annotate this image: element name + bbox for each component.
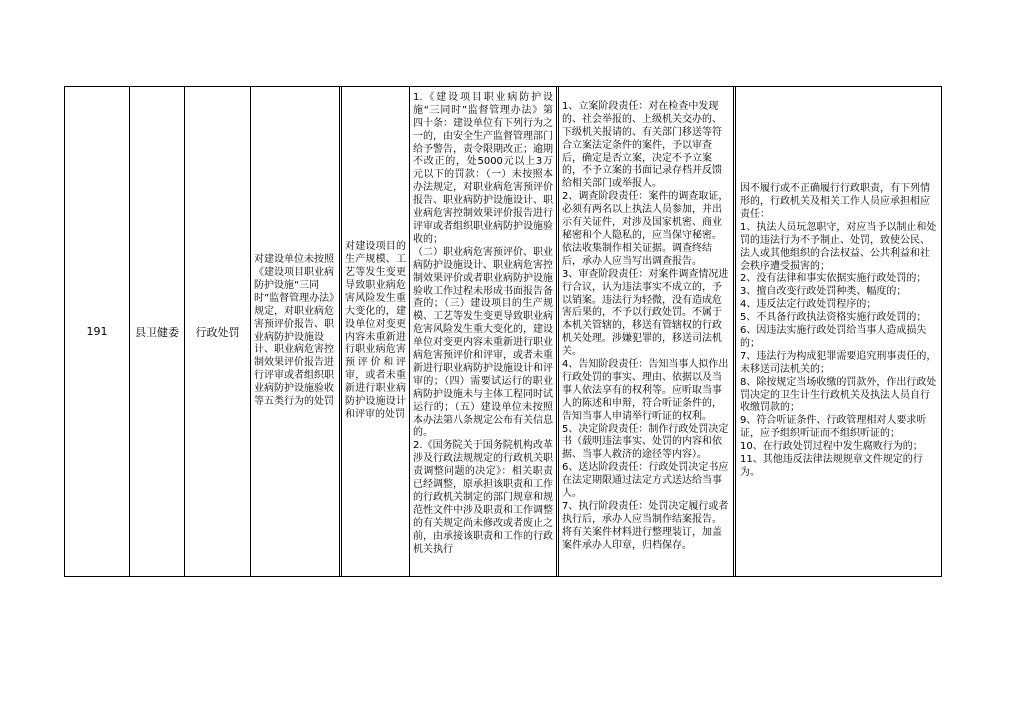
column-divider [941, 86, 942, 577]
item-name-cell [251, 86, 339, 577]
column-divider [556, 86, 557, 577]
row-index: 191 [86, 325, 108, 338]
accountability-text: 因不履行或不正确履行行政职责，有下列情形的，行政机关及相关工作人员应承担相应责任： 1、执法人员玩忽职守，对应当予以制止和处罚的违法行为不予制止、处罚，致使公民、法人或其他组织的合法权益、公共利益和社会秩序遭受损害的； 2、没有法律和事实依据实施行政处罚的； 3、擅自改变行政处罚种类、幅度的； 4、违反法定行政处罚程序的； 5、不具备行政执法资格实施行政处罚的； 6、因违法实施行政处罚给当事人造成损失的； 7、违法行为构成犯罪需要追究刑事责任的，未移送司法机关的； 8、除按规定当场收缴的罚款外，作出行政处罚决定的卫生计生行政机关及执法人员自行收缴罚款的； 9、符合听证条件、行政管理相对人要求听证，应予组织听证而不组织听证的； 10、在行政处罚过程中发生腐败行为的； 11、其他违反法律法规规章文件规定的行为。 [740, 183, 937, 479]
row-index-cell [65, 86, 129, 577]
subitem-name-cell [342, 86, 409, 577]
accountability-cell [736, 86, 941, 577]
legal-basis-cell [410, 86, 556, 577]
power-category: 行政处罚 [195, 325, 240, 339]
column-divider [733, 86, 734, 577]
power-list-table [64, 86, 942, 577]
column-divider [339, 86, 340, 577]
legal-basis-text: 1.《建设项目职业病防护设施“三同时”监督管理办法》第四十条：建设单位有下列行为之一的，由安全生产监督管理部门给予警告，责令限期改正；逾期不改正的，处5000元以上3万元以下的罚款：（一）未按照本办法规定，对职业病危害预评价报告、职业病防护设施设计、职业病危害控制效果评价报告进行评审或者组织职业病防护设施验收的； （二）职业病危害预评价、职业病防护设施设计、职业病危害控制效果评价或者职业病防护设施验收工作过程未形成书面报告备查的；（三）建设项目的生产规模、工艺等发生变更导致职业病危害风险发生重大变化的，建设单位对变更内容未重新进行职业病危害预评价和评审，或者未重新进行职业病防护设施设计和评审的；（四）需要试运行的职业病防护设施未与主体工程同时试运行的；（五）建设单位未按照本办法第八条规定公布有关信息的。 2.《国务院关于国务院机构改革涉及行政法规规定的行政机关职责调整问题的决定》：相关职责已经调整，原承担该职责和工作的行政机关制定的部门规章和规范性文件中涉及职责和工作调整的有关规定尚未修改或者废止之前，由承接该职责和工作的行政机关执行 [413, 91, 553, 555]
item-name: 对建设单位未按照《建设项目职业病防护设施“三同时”监督管理办法》规定，对职业病危害预评价报告、职业病防护设施设计、职业病危害控制效果评价报告进行评审或者组织职业病防护设施验收等五类行为的处罚 [254, 254, 335, 408]
responsibility-text: 1、立案阶段责任：对在检查中发现的、社会举报的、上级机关交办的、下级机关报请的、有关部门移送等符合立案法定条件的案件，予以审查后，确定是否立案，决定不予立案的，不予立案的书面记录存档并反馈给相关部门或举报人。 2、调查阶段责任：案件的调查取证，必须有两名以上执法人员参加，并出示有关证件，对涉及国家机密、商业秘密和个人隐私的，应当保守秘密。依法收集制作相关证据。调查终结后，承办人应当写出调查报告。 3、审查阶段责任：对案件调查情况进行合议，认为违法事实不成立的，予以销案。违法行为轻微，没有造成危害后果的，不予以行政处罚。不属于本机关管辖的，移送有管辖权的行政机关处理。涉嫌犯罪的，移送司法机关。 4、告知阶段责任：告知当事人拟作出行政处罚的事实、理由、依据以及当事人依法享有的权利等。应听取当事人的陈述和申辩，符合听证条件的，告知当事人申请举行听证的权利。 5、决定阶段责任：制作行政处罚决定书（载明违法事实、处罚的内容和依据、当事人救济的途径等内容）。 6、送达阶段责任：行政处罚决定书应在法定期限通过法定方式送达给当事人。 7、执行阶段责任：处罚决定履行或者执行后，承办人应当制作结案报告。将有关案件材料进行整理装订，加盖案件承办人印章，归档保存。 [562, 100, 729, 551]
department-cell [130, 86, 184, 577]
department-name: 县卫健委 [135, 325, 179, 339]
subitem-name: 对建设项目的生产规模、工艺等发生变更导致职业病危害风险发生重大变化的，建设单位对变更内容未重新进行职业病危害预评价和评审，或者未重新进行职业病防护设施设计和评审的处罚 [345, 241, 406, 420]
category-cell [185, 86, 250, 577]
responsibility-cell [559, 86, 733, 577]
